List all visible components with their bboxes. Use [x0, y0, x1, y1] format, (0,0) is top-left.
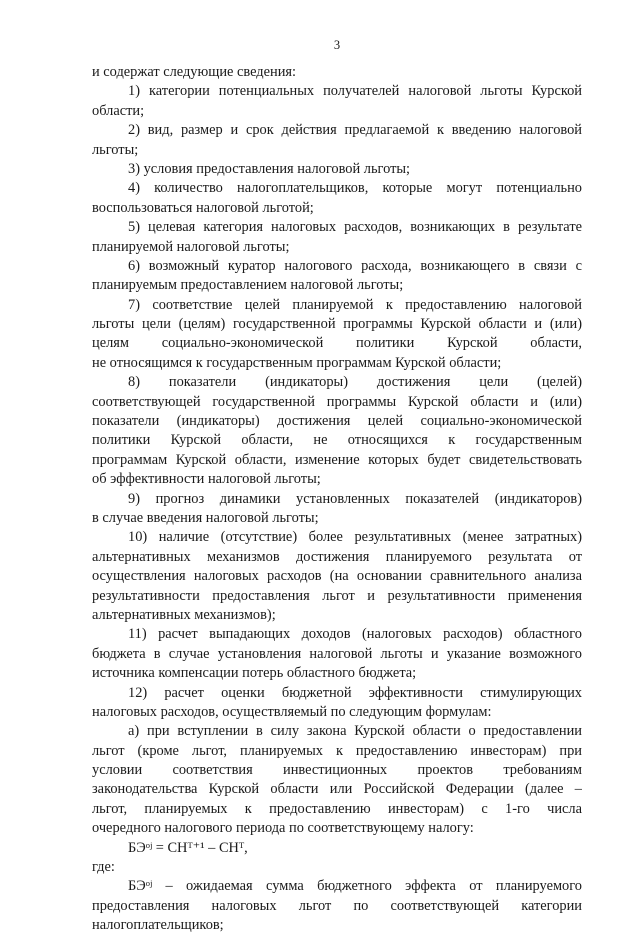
- text-line: и содержат следующие сведения:: [92, 64, 297, 80]
- text-line: политики Курской области, не относящихся к государственным: [92, 432, 582, 449]
- text-line: показатели (индикаторы) достижения целей социально-экономической: [92, 413, 582, 430]
- text-line: 3) условия предоставления налоговой льготы;: [128, 160, 411, 177]
- text-line: 5) целевая категория налоговых расходов, возникающих в результате: [128, 219, 582, 236]
- text-line: 7) соответствие целей планируемой к предоставлению налоговой: [128, 296, 582, 313]
- text-line: БЭᵒʲ = СНᵀ⁺¹ – СНᵀ,: [128, 839, 248, 856]
- text-line: 9) прогноз динамики установленных показателей (индикаторов): [128, 490, 582, 507]
- page-number: 3: [333, 38, 341, 52]
- text-line: 8) показатели (индикаторы) достижения цели (целей): [128, 374, 582, 391]
- text-line: об эффективности налоговой льготы;: [92, 471, 321, 488]
- text-line: 6) возможный куратор налогового расхода, возникающего в связи с: [128, 257, 582, 274]
- document-page: [92, 0, 582, 934]
- text-line: планируемой налоговой льготы;: [92, 238, 290, 255]
- text-line: 1) категории потенциальных получателей налоговой льготы Курской: [128, 83, 582, 100]
- text-line: источника компенсации потерь областного бюджета;: [92, 665, 417, 682]
- text-line: льгот (кроме льгот, планируемых к предоставлению инвесторам) при: [92, 742, 582, 759]
- text-line: области;: [92, 102, 145, 119]
- text-line: соответствующей государственной программы Курской области и (или): [92, 393, 582, 410]
- text-line: не относящимся к государственным программам Курской области;: [92, 354, 502, 371]
- text-line: льготы;: [92, 141, 139, 158]
- text-line: целям социально-экономической политики Курской области,: [92, 335, 582, 352]
- text-line: законодательства Курской области или Российской Федерации (далее –: [92, 781, 582, 798]
- text-line: предоставления налоговых льгот по соответствующей категории: [92, 897, 582, 914]
- text-line: льготы цели (целям) государственной программы Курской области и (или): [92, 316, 582, 333]
- text-line: бюджета в случае установления налоговой льготы и указание возможного: [92, 645, 582, 662]
- text-line: 12) расчет оценки бюджетной эффективности стимулирующих: [128, 684, 582, 701]
- text-line: 11) расчет выпадающих доходов (налоговых расходов) областного: [128, 626, 582, 643]
- text-line: БЭᵒʲ – ожидаемая сумма бюджетного эффекта от планируемого: [128, 878, 582, 895]
- text-line: условии соответствия инвестиционных проектов требованиям: [92, 762, 582, 779]
- text-line: альтернативных механизмов);: [92, 606, 276, 623]
- text-line: в случае введения налоговой льготы;: [92, 509, 319, 526]
- text-line: программам Курской области, изменение которых будет свидетельствовать: [92, 451, 582, 468]
- text-line: воспользоваться налоговой льготой;: [92, 199, 314, 216]
- text-line: очередного налогового периода по соответствующему налогу:: [92, 820, 474, 837]
- text-line: осуществления налоговых расходов (на основании сравнительного анализа: [92, 568, 582, 585]
- text-line: где:: [92, 859, 115, 876]
- text-line: результативности предоставления льгот и результативности применения: [92, 587, 582, 604]
- text-line: налогоплательщиков;: [92, 917, 224, 934]
- text-line: а) при вступлении в силу закона Курской области о предоставлении: [128, 723, 582, 740]
- text-line: планируемым предоставлением налоговой льготы;: [92, 277, 404, 294]
- text-line: 10) наличие (отсутствие) более результативных (менее затратных): [128, 529, 582, 546]
- text-line: альтернативных механизмов достижения планируемого результата от: [92, 548, 582, 565]
- text-line: льгот, планируемых к предоставлению инвесторам) с 1-го числа: [92, 800, 582, 817]
- document-body: [92, 63, 582, 936]
- text-line: 4) количество налогоплательщиков, которые могут потенциально: [128, 180, 582, 197]
- text-line: налоговых расходов, осуществляемый по следующим формулам:: [92, 703, 492, 720]
- text-line: 2) вид, размер и срок действия предлагаемой к введению налоговой: [128, 122, 582, 139]
